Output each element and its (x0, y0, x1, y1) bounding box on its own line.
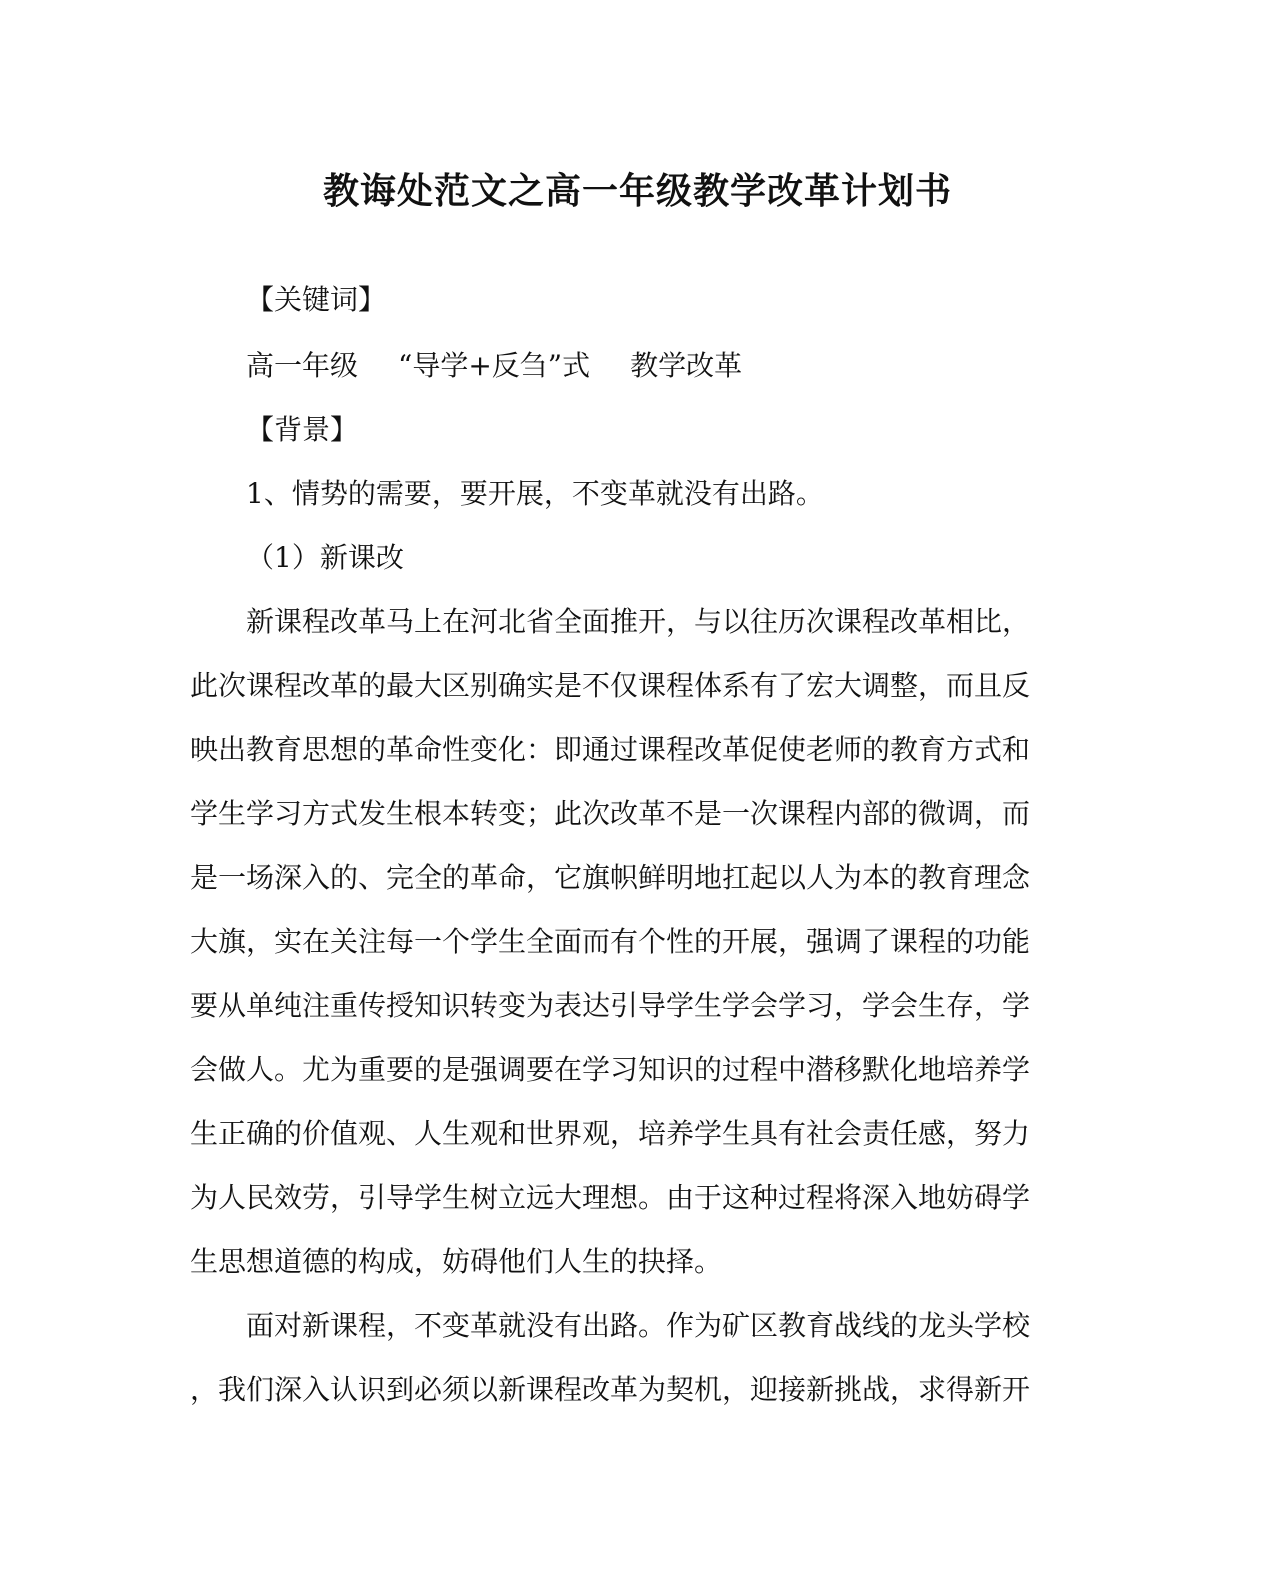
keyword-1: 高一年级 (246, 349, 359, 382)
section-heading: 1、情势的需要，要开展，不变革就没有出路。 (246, 477, 824, 510)
paragraph-line: 生思想道德的构成，妨碍他们人生的抉择。 (190, 1245, 723, 1278)
paragraph-line: ，我们深入认识到必须以新课程改革为契机，迎接新挑战，求得新开 (190, 1373, 1031, 1406)
paragraph-line: 是一场深入的、完全的革命，它旗帜鲜明地扛起以人为本的教育理念 (190, 861, 1031, 894)
paragraph-line: 新课程改革马上在河北省全面推开，与以往历次课程改革相比， (246, 605, 1031, 638)
paragraph-line: 映出教育思想的革命性变化：即通过课程改革促使老师的教育方式和 (190, 733, 1031, 766)
keywords-heading: 【关键词】 (246, 283, 387, 316)
document-title: 教诲处范文之高一年级教学改革计划书 (322, 170, 952, 212)
paragraph-line: 面对新课程，不变革就没有出路。作为矿区教育战线的龙头学校 (246, 1309, 1031, 1342)
paragraph-line: 为人民效劳，引导学生树立远大理想。由于这种过程将深入地妨碍学 (190, 1181, 1031, 1214)
paragraph-line: 生正确的价值观、人生观和世界观，培养学生具有社会责任感，努力 (190, 1117, 1031, 1150)
paragraph-line: 要从单纯注重传授知识转变为表达引导学生学会学习，学会生存，学 (190, 989, 1031, 1022)
keyword-2: “导学+反刍”式 (398, 349, 591, 382)
paragraph-line: 此次课程改革的最大区别确实是不仅课程体系有了宏大调整，而且反 (190, 669, 1031, 702)
keywords-line (246, 346, 1126, 386)
paragraph-line: 大旗，实在关注每一个学生全面而有个性的开展，强调了课程的功能 (190, 925, 1031, 958)
paragraph-line: 会做人。尤为重要的是强调要在学习知识的过程中潜移默化地培养学 (190, 1053, 1031, 1086)
keyword-3: 教学改革 (630, 349, 743, 382)
paragraph-line: 学生学习方式发生根本转变；此次改革不是一次课程内部的微调，而 (190, 797, 1031, 830)
subsection-heading: （1）新课改 (246, 541, 404, 574)
background-heading: 【背景】 (246, 413, 359, 446)
